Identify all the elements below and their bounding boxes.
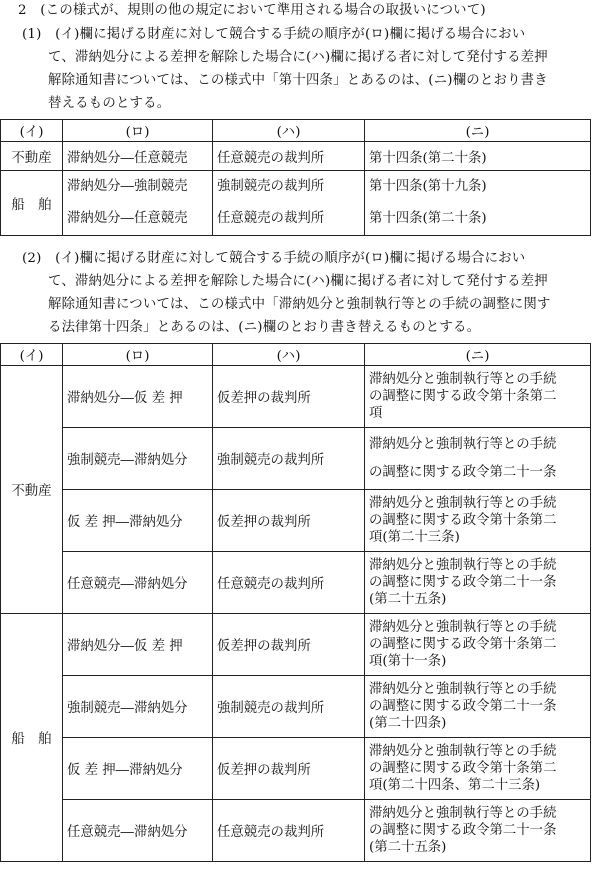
cell-line: の調整に関する政令第二十一条 [369,823,557,838]
section1-line-4: 替えるものとする。 [48,96,171,111]
cell-line: 項 [369,406,383,421]
section1-line-2: て、滞納処分による差押を解除した場合に(ハ)欄に掲げる者に対して発付する差押 [48,50,548,65]
table-row [1,800,591,862]
cell-line: 任意競売の裁判所 [217,211,325,226]
cell-recipient: 強制競売の裁判所 [213,676,365,738]
cell-line: 滞納処分と強制執行等との手続 [369,806,557,821]
cell-line: 滞納処分と強制執行等との手続 [369,436,557,452]
cell-line: の調整に関する政令第二十一条 [369,464,557,480]
table-row [1,171,591,236]
table-2-header-ni: (ニ) [365,344,591,366]
cell-replacement [365,171,591,236]
cell-procedure-order: 強制競売―滞納処分 [63,428,213,490]
cell-procedure-order: 仮 差 押―滞納処分 [63,490,213,552]
section-heading: 2 (この様式が、規則の他の規定において準用される場合の取扱いについて) [18,3,486,18]
cell-replacement: 第十四条(第二十条) [365,142,591,171]
cell-procedure-order: 任意競売―滞納処分 [63,552,213,614]
cell-line: の調整に関する政令第十条第二 [369,513,557,528]
cell-replacement [365,366,591,428]
cell-line: 滞納処分と強制執行等との手続 [369,682,557,697]
cell-line: の調整に関する政令第二十一条 [369,699,557,714]
section1-line-1: (1) (イ)欄に掲げる財産に対して競合する手続の順序が(ロ)欄に掲げる場合におい [22,27,526,42]
cell-recipient [213,171,365,236]
cell-line: 滞納処分と強制執行等との手続 [369,620,557,635]
cell-line: 滞納処分と強制執行等との手続 [369,496,557,511]
cell-procedure-order: 強制競売―滞納処分 [63,676,213,738]
table-row [1,490,591,552]
cell-replacement [365,490,591,552]
cell-replacement [365,800,591,862]
section1-line-3: 解除通知書については、この様式中「第十四条」とあるのは、(ニ)欄のとおり書き [48,73,548,88]
cell-replacement [365,676,591,738]
cell-recipient: 仮差押の裁判所 [213,738,365,800]
cell-line: の調整に関する政令第二十一条 [369,575,557,590]
cell-line: の調整に関する政令第十条第二 [369,637,557,652]
table-row [1,428,591,490]
table-2-header-ha: (ハ) [213,344,365,366]
table-row [1,614,591,676]
cell-line: 滞納処分―強制競売 [67,179,188,194]
cell-procedure-order: 滞納処分―仮 差 押 [63,366,213,428]
table-2-header-i: (イ) [1,344,63,366]
cell-line: (第二十五条) [369,840,447,855]
table-row [1,366,591,428]
cell-line: 滞納処分と強制執行等との手続 [369,558,557,573]
table-row [1,552,591,614]
table-2-header-row [1,344,591,366]
cell-line: の調整に関する政令第十条第二 [369,389,557,404]
cell-line: 項(第二十三条) [369,530,460,545]
cell-property: 不動産 [1,142,63,171]
cell-replacement [365,614,591,676]
cell-line: 第十四条(第二十条) [369,211,487,226]
cell-line: 第十四条(第十九条) [369,179,487,194]
cell-recipient: 仮差押の裁判所 [213,366,365,428]
cell-recipient: 仮差押の裁判所 [213,490,365,552]
cell-property-group: 不動産 [1,366,63,614]
section2-line-1: (2) (イ)欄に掲げる財産に対して競合する手続の順序が(ロ)欄に掲げる場合におい [22,251,526,266]
table-1-header-i: (イ) [1,120,63,142]
cell-line: 項(第二十四条、第二十三条) [369,778,541,793]
cell-recipient: 仮差押の裁判所 [213,614,365,676]
table-1-header-ro: (ロ) [63,120,213,142]
cell-line: 滞納処分と強制執行等との手続 [369,372,557,387]
cell-property-group: 船 舶 [1,614,63,862]
cell-replacement [365,428,591,490]
table-row [1,738,591,800]
cell-recipient: 任意競売の裁判所 [213,142,365,171]
table-2 [0,343,591,862]
table-row [1,142,591,171]
table-1-header-ni: (ニ) [365,120,591,142]
cell-line: (第二十五条) [369,592,447,607]
section2-line-2: て、滞納処分による差押を解除した場合に(ハ)欄に掲げる者に対して発付する差押 [48,274,548,289]
cell-procedure-order: 滞納処分―仮 差 押 [63,614,213,676]
cell-procedure-order: 仮 差 押―滞納処分 [63,738,213,800]
table-row [1,676,591,738]
cell-recipient: 任意競売の裁判所 [213,800,365,862]
section2-line-4: る法律第十四条」とあるのは、(ニ)欄のとおり書き替えるものとする。 [48,320,481,335]
cell-line: 項(第十一条) [369,654,447,669]
cell-replacement [365,738,591,800]
table-1-header-ha: (ハ) [213,120,365,142]
table-1 [0,119,591,236]
cell-recipient: 任意競売の裁判所 [213,552,365,614]
cell-property: 船 舶 [1,171,63,236]
cell-line: 強制競売の裁判所 [217,179,325,194]
cell-line: 滞納処分と強制執行等との手続 [369,744,557,759]
cell-procedure-order: 任意競売―滞納処分 [63,800,213,862]
cell-replacement [365,552,591,614]
cell-line: (第二十四条) [369,716,447,731]
cell-line [369,455,586,463]
section2-line-3: 解除通知書については、この様式中「滞納処分と強制執行等との手続の調整に関す [48,297,551,312]
table-2-header-ro: (ロ) [63,344,213,366]
cell-line: 滞納処分―任意競売 [67,211,188,226]
cell-procedure-order [63,171,213,236]
cell-procedure-order: 滞納処分―任意競売 [63,142,213,171]
cell-recipient: 強制競売の裁判所 [213,428,365,490]
cell-line: の調整に関する政令第十条第二 [369,761,557,776]
table-1-header-row [1,120,591,142]
